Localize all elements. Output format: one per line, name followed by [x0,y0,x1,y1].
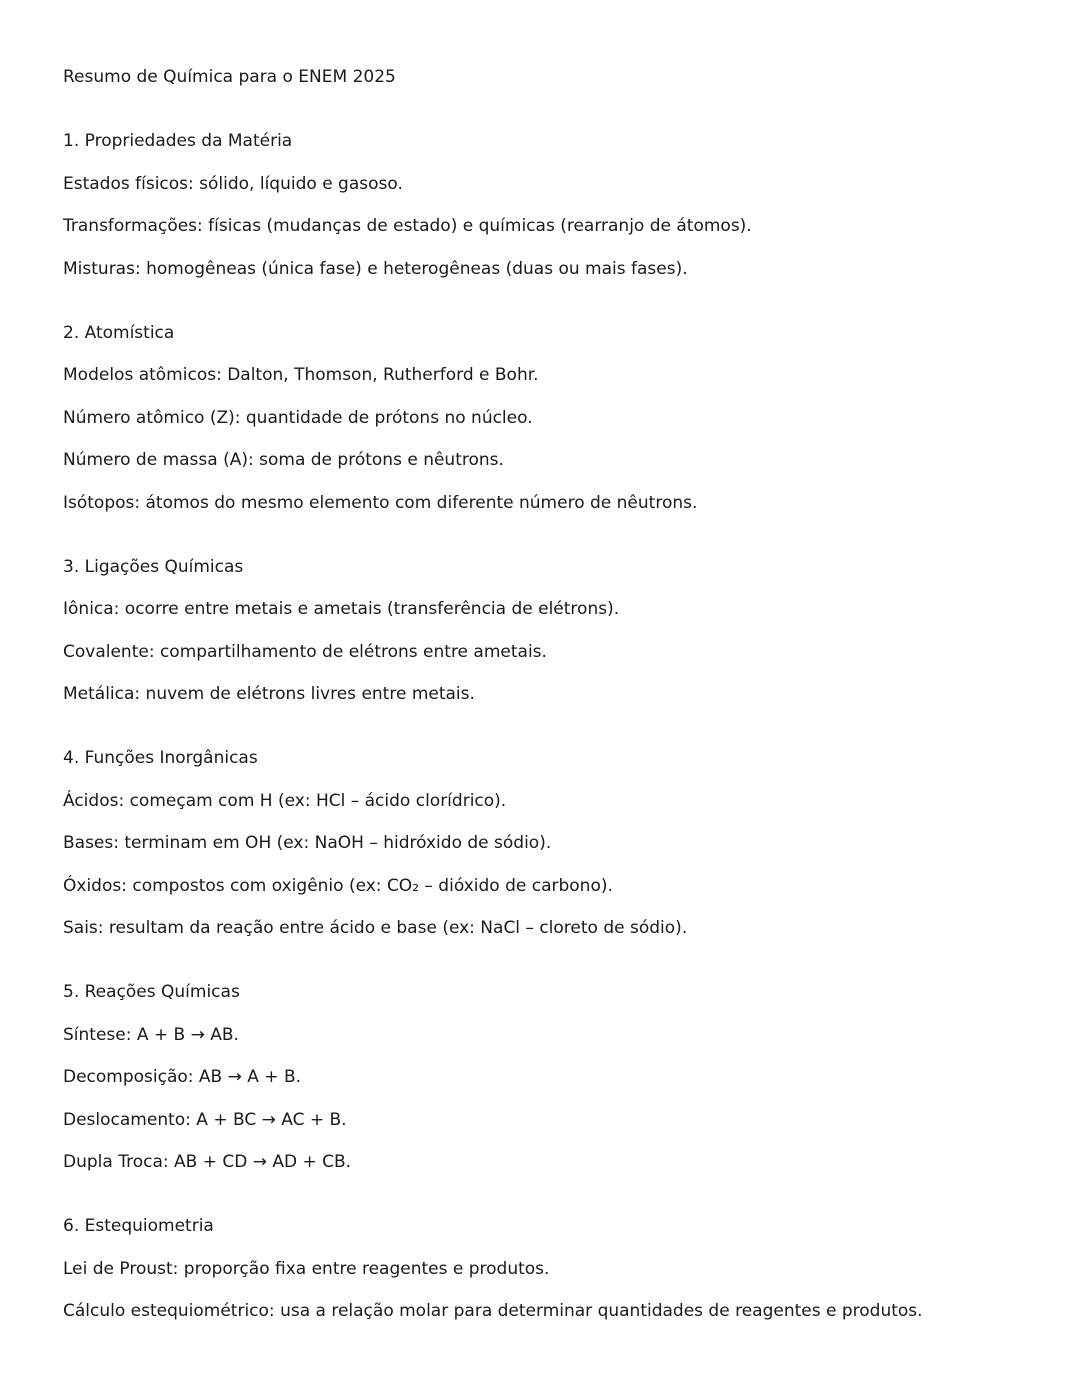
section-line: Sais: resultam da reação entre ácido e base (ex: NaCl – cloreto de sódio). [63,918,688,938]
section-atomistica [63,322,1043,514]
section-line: Cálculo estequiométrico: usa a relação molar para determinar quantidades de reagentes e produtos. [63,1301,923,1321]
section-line: Estados físicos: sólido, líquido e gasoso. [63,173,403,194]
section-line: Decomposição: AB → A + B. [63,1067,302,1087]
section-line: Lei de Proust: proporção fixa entre reagentes e produtos. [63,1258,550,1279]
document-page [63,66,1043,1343]
section-heading: 1. Propriedades da Matéria [63,131,293,151]
section-line: Modelos atômicos: Dalton, Thomson, Rutherford e Bohr. [63,365,539,385]
section-line: Número atômico (Z): quantidade de prótons no núcleo. [63,407,533,428]
section-line: Número de massa (A): soma de prótons e nêutrons. [63,450,504,470]
section-line: Iônica: ocorre entre metais e ametais (transferência de elétrons). [63,599,620,619]
section-ligacoes [63,556,1043,706]
section-line: Bases: terminam em OH (ex: NaOH – hidróxido de sódio). [63,833,552,853]
section-heading: 5. Reações Químicas [63,982,240,1002]
section-line: Síntese: A + B → AB. [63,1024,239,1045]
section-heading: 6. Estequiometria [63,1216,214,1236]
section-estequiometria [63,1215,1043,1322]
section-line: Metálica: nuvem de elétrons livres entre metais. [63,684,475,704]
section-line: Transformações: físicas (mudanças de estado) e químicas (rearranjo de átomos). [63,216,752,236]
section-heading: 3. Ligações Químicas [63,556,244,577]
section-heading: 4. Funções Inorgânicas [63,748,258,768]
section-line: Dupla Troca: AB + CD → AD + CB. [63,1152,352,1172]
document-title: Resumo de Química para o ENEM 2025 [63,67,396,87]
section-line: Óxidos: compostos com oxigênio (ex: CO₂ – dióxido de carbono). [63,875,613,896]
section-line: Deslocamento: A + BC → AC + B. [63,1109,347,1130]
section-line: Isótopos: átomos do mesmo elemento com diferente número de nêutrons. [63,492,698,513]
section-line: Covalente: compartilhamento de elétrons entre ametais. [63,641,547,662]
section-funcoes [63,747,1043,939]
section-reacoes [63,981,1043,1173]
section-heading: 2. Atomística [63,322,175,343]
section-line: Misturas: homogêneas (única fase) e heterogêneas (duas ou mais fases). [63,258,688,279]
section-line: Ácidos: começam com H (ex: HCl – ácido clorídrico). [63,790,507,811]
section-propriedades [63,130,1043,280]
